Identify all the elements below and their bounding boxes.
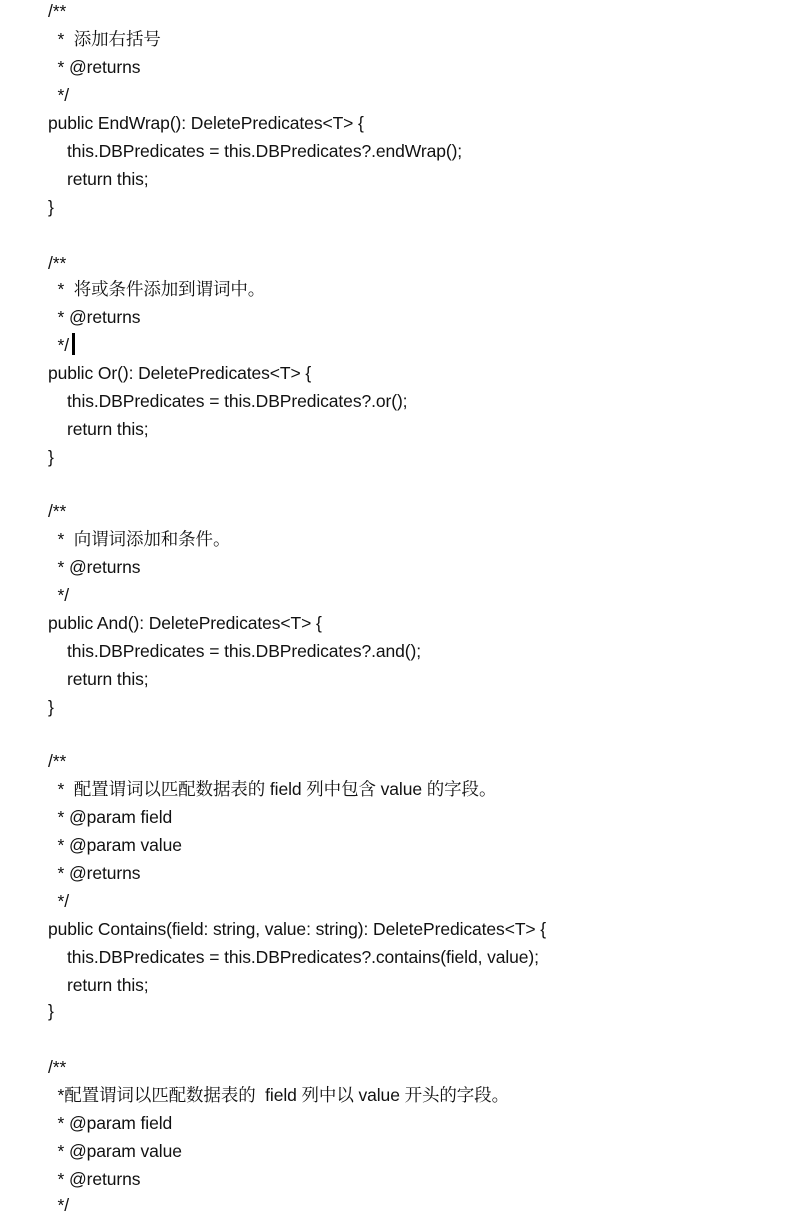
code-line-1: /** <box>48 1 67 21</box>
code-line-12: * @returns <box>48 307 141 327</box>
text-cursor <box>72 333 75 355</box>
code-line-39: /** <box>48 1057 67 1077</box>
code-line-35: this.DBPredicates = this.DBPredicates?.contains(field, value); <box>48 947 539 967</box>
code-line-2: * 添加右括号 <box>48 29 161 49</box>
code-line-34: public Contains(field: string, value: string): DeletePredicates<T> { <box>48 919 547 939</box>
code-line-33: */ <box>48 891 69 911</box>
code-line-28: /** <box>48 751 67 771</box>
code-line-23: public And(): DeletePredicates<T> { <box>48 613 322 633</box>
code-line-32: * @returns <box>48 863 141 883</box>
code-line-22: */ <box>48 585 69 605</box>
code-line-14: public Or(): DeletePredicates<T> { <box>48 363 312 383</box>
code-line-41: * @param field <box>48 1113 173 1133</box>
code-line-4: */ <box>48 85 69 105</box>
code-line-8: } <box>48 197 54 217</box>
code-line-26: } <box>48 697 54 717</box>
code-line-13: */ <box>48 335 69 355</box>
code-line-5: public EndWrap(): DeletePredicates<T> { <box>48 113 364 133</box>
code-line-11: * 将或条件添加到谓词中。 <box>48 279 266 299</box>
code-line-37: } <box>48 1001 54 1021</box>
code-line-25: return this; <box>48 669 149 689</box>
code-line-16: return this; <box>48 419 149 439</box>
code-line-31: * @param value <box>48 835 182 855</box>
code-line-15: this.DBPredicates = this.DBPredicates?.or(); <box>48 391 408 411</box>
code-line-29: * 配置谓词以匹配数据表的 field 列中包含 value 的字段。 <box>48 779 497 799</box>
code-line-6: this.DBPredicates = this.DBPredicates?.endWrap(); <box>48 141 463 161</box>
code-line-24: this.DBPredicates = this.DBPredicates?.and(); <box>48 641 421 661</box>
code-line-36: return this; <box>48 975 149 995</box>
code-line-17: } <box>48 447 54 467</box>
code-line-43: * @returns <box>48 1169 141 1189</box>
code-line-7: return this; <box>48 169 149 189</box>
code-line-20: * 向谓词添加和条件。 <box>48 529 231 549</box>
code-line-40: *配置谓词以匹配数据表的 field 列中以 value 开头的字段。 <box>48 1085 509 1105</box>
code-line-30: * @param field <box>48 807 173 827</box>
code-line-21: * @returns <box>48 557 141 577</box>
code-line-19: /** <box>48 501 67 521</box>
code-line-10: /** <box>48 253 67 273</box>
code-line-42: * @param value <box>48 1141 182 1161</box>
code-line-44: */ <box>48 1195 69 1215</box>
code-line-3: * @returns <box>48 57 141 77</box>
